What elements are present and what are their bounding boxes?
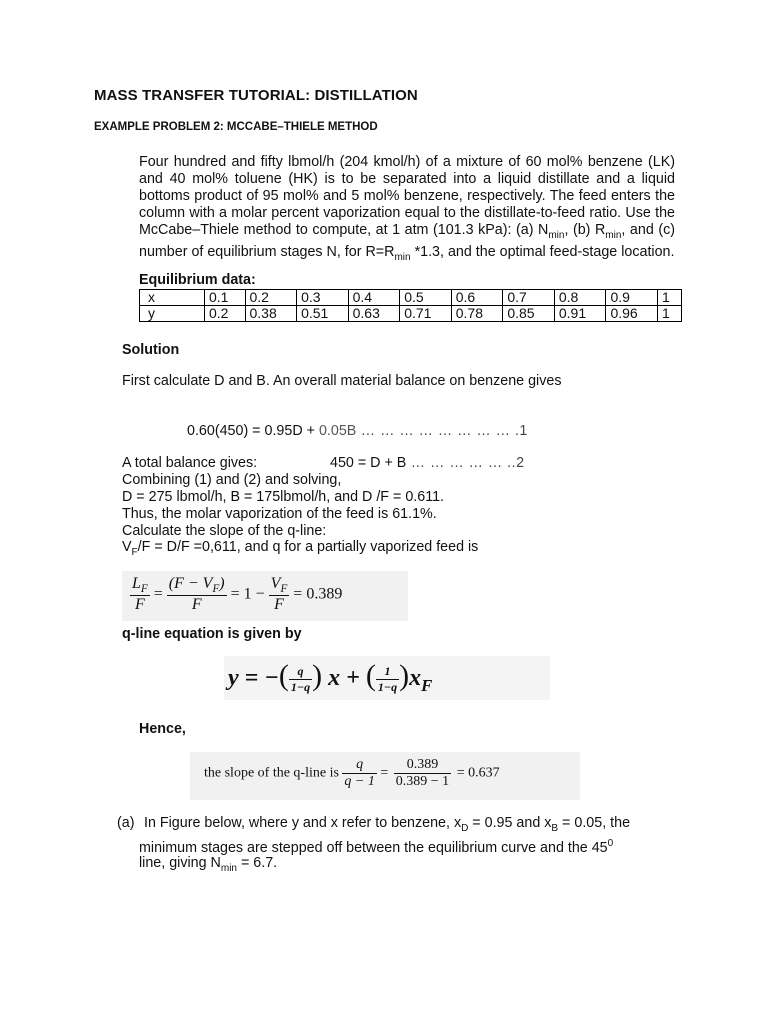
slope-intro: Calculate the slope of the q-line: — [122, 523, 327, 539]
part-a-line-1: In Figure below, where y and x refer to benzene, $x_D = 0.95$ and $x_B = 0.05$, the — [144, 815, 631, 834]
table-cell: 0.38 — [245, 306, 297, 322]
table-cell: 0.71 — [400, 306, 452, 322]
result-text: D = 275 lbmol/h, B = 175lbmol/h, and D /F = 0.611. — [122, 489, 445, 505]
qline-label: q-line equation is given by — [122, 626, 302, 642]
formula-qline: y = −( $\frac{q}{1-q}$ ) x + ( $\frac{1}{1-q}$ )$x_F$ — [224, 656, 550, 700]
example-subtitle: EXAMPLE PROBLEM 2: MCCABE–THIELE METHOD — [94, 121, 378, 133]
table-cell: 0.63 — [348, 306, 400, 322]
page-title: MASS TRANSFER TUTORIAL: DISTILLATION — [94, 87, 418, 104]
equilibrium-label: Equilibrium data: — [139, 272, 256, 288]
table-cell: 0.8 — [554, 290, 606, 306]
combining-text: Combining (1) and (2) and solving, — [122, 472, 342, 488]
table-cell: 0.2 — [245, 290, 297, 306]
table-cell: 0.4 — [348, 290, 400, 306]
total-balance-label: A total balance gives: — [122, 455, 258, 471]
equilibrium-table — [139, 289, 682, 322]
table-cell: 0.9 — [606, 290, 658, 306]
table-row — [140, 290, 682, 306]
part-a-line-2: minimum stages are stepped off between the equilibrium curve and the $45^0$ — [139, 838, 614, 856]
table-cell: 0.1 — [205, 290, 246, 306]
table-cell: 0.78 — [451, 306, 503, 322]
table-cell: 0.7 — [503, 290, 555, 306]
solution-heading: Solution — [122, 342, 180, 358]
table-cell: 0.6 — [451, 290, 503, 306]
molar-text: Thus, the molar vaporization of the feed is 61.1%. — [122, 506, 437, 522]
problem-statement: Four hundred and fifty lbmol/h (204 kmol/h) of a mixture of 60 mol% benzene (LK) and 40 mol% toluene (HK) is to be separated into a liquid distillate and a liquid bottoms product of 95 mol% and 5 mol% benzene, respectively. The feed enters the column with a molar percent vaporization equal to the distillate-to-feed ratio. Use the McCabe–Thiele method to compute, at 1 atm (101.3 kPa): (a) $N_{min}$, (b) $R_{min}$, and (c) number of equilibrium stages N, for $R=R_{min}$ *1.3, and the optimal feed-stage location. — [139, 154, 675, 264]
part-a-line-3: line, giving $N_{min} = 6.7$. — [139, 855, 278, 874]
solution-intro: First calculate D and B. An overall material balance on benzene gives — [122, 373, 562, 389]
table-cell: 0.2 — [205, 306, 246, 322]
table-cell: 0.5 — [400, 290, 452, 306]
table-row — [140, 306, 682, 322]
table-cell: 0.91 — [554, 306, 606, 322]
table-cell: x — [140, 290, 205, 306]
equation-1: 0.60(450) = 0.95D + 0.05B … … … … … … … … .1 — [187, 423, 528, 439]
part-a-label: (a) — [117, 815, 135, 831]
table-cell: 0.3 — [297, 290, 349, 306]
formula-lf-over-f: $\frac{L_F}{F}$ = $\frac{(F - V_F)}{F}$ = 1 − $\frac{V_F}{F}$ = 0.389 — [122, 571, 408, 621]
table-cell: y — [140, 306, 205, 322]
vf-text: $V_F/F = D/F =0,611$, and q for a partially vaporized feed is — [122, 539, 479, 558]
table-cell: 0.51 — [297, 306, 349, 322]
table-cell: 1 — [658, 290, 682, 306]
hence-label: Hence, — [139, 721, 186, 737]
equation-2: 450 = D + B … … … … … ..2 — [330, 455, 525, 471]
formula-slope: the slope of the q-line is $\frac{q}{q - 1}$ = $\frac{0.389}{0.389 - 1}$ = 0.637 — [190, 752, 580, 800]
table-cell: 1 — [658, 306, 682, 322]
table-cell: 0.96 — [606, 306, 658, 322]
table-cell: 0.85 — [503, 306, 555, 322]
